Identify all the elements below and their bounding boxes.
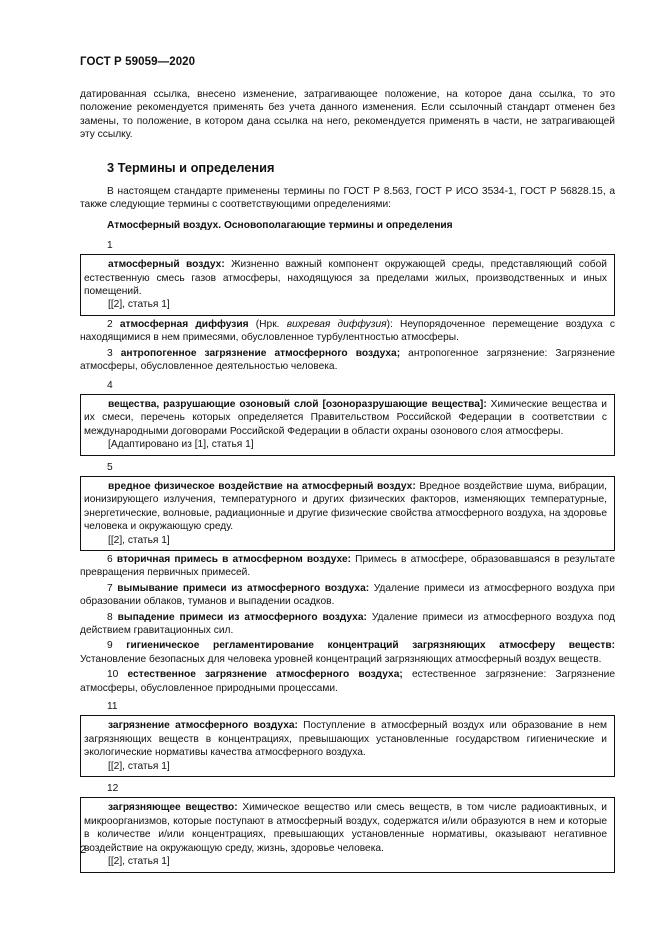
term-number: 5: [107, 461, 113, 473]
term-name: вымывание примеси из атмосферного воздуха:: [117, 582, 370, 594]
term-number: 4: [107, 379, 113, 391]
term-name: вредное физическое воздействие на атмосферный воздух:: [108, 480, 416, 492]
term-def: ): Неупорядоченное перемещение воздуха с находящимися в нем примесями, обусловленное турбулентностью атмосферы.: [80, 318, 615, 344]
term-number: 2: [107, 318, 113, 330]
term-source: [[2], статья 1]: [108, 534, 170, 546]
term-def: Химические вещества и их смеси, перечень которых определяется Правительством Российской Федерации в соответствии с международными договорами Российской Федерации в области охраны озонового слоя атмосферы.: [84, 398, 607, 437]
term-prefix: (Нрк.: [248, 318, 287, 330]
section-title: 3 Термины и определения: [107, 159, 275, 175]
term-source: [[2], статья 1]: [108, 760, 170, 772]
page-number: 2: [80, 844, 87, 856]
term-source: [Адаптировано из [1], статья 1]: [108, 439, 254, 451]
term-def: естественное загрязнение: Загрязнение атмосферы, обусловленное природными процессами.: [80, 669, 615, 694]
term-entry: [80, 553, 615, 580]
term-name: гигиеническое регламентирование концентраций загрязняющих атмосферу веществ:: [126, 640, 615, 652]
term-def: Удаление примеси из атмосферного воздуха под действием гравитационных сил.: [80, 611, 615, 636]
term-number: 6: [107, 553, 113, 565]
term-box: [80, 476, 615, 551]
term-def: Вредное воздействие шума, вибрации, ионизирующего излучения, температурного и других физических факторов, изменяющих температурные, энергетические, волновые, радиационные и другие физические свойства атмосферного воздуха, на здоровье человека и окружающую среду.: [84, 480, 607, 533]
term-name: атмосферный воздух:: [108, 259, 225, 271]
term-definition: [84, 719, 607, 759]
term-number: 3: [107, 347, 113, 359]
term-def: Удаление примеси из атмосферного воздуха при образовании облаков, туманов и выпадении осадков.: [80, 582, 615, 608]
term-source: [[2], статья 1]: [108, 299, 170, 311]
term-name: выпадение примеси из атмосферного воздуха:: [117, 611, 367, 623]
term-definition: [84, 801, 607, 855]
intro-paragraph: датированная ссылка, внесено изменение, затрагивающее положение, на которое дана ссылка, то это положение рекомендуется применять без учета данного изменения. Если ссылочный стандарт отменен без замены, то положение, в котором дана ссылка на него, рекомендуется применять в части, не затрагивающей эту ссылку.: [80, 89, 615, 141]
term-name: естественное загрязнение атмосферного воздуха;: [127, 669, 403, 681]
term-name: вторичная примесь в атмосферном воздухе:: [116, 553, 352, 565]
term-box: [80, 797, 615, 872]
term-box: [80, 715, 615, 777]
term-def: антропогенное загрязнение: Загрязнение атмосферы, обусловленное деятельностью человека.: [80, 347, 615, 373]
term-entry: [80, 611, 615, 638]
term-def: Установление безопасных для человека уровней концентраций загрязняющих атмосферный воздух веществ.: [80, 653, 602, 665]
term-name: загрязняющее вещество:: [108, 802, 238, 814]
term-entry: [80, 347, 615, 374]
term-box: [80, 254, 615, 316]
term-number: 11: [107, 701, 118, 713]
term-def: Жизненно важный компонент окружающей среды, представляющий собой естественную смесь газов атмосферы, находящуюся за пределами жилых, производственных и иных помещений.: [84, 259, 607, 298]
page-body: [80, 88, 615, 875]
term-definition: [84, 398, 607, 438]
term-number: 10: [107, 669, 119, 681]
term-name: загрязнение атмосферного воздуха:: [108, 720, 298, 732]
term-number: 12: [107, 783, 119, 795]
term-synonym: вихревая диффузия: [286, 318, 387, 330]
term-def: Примесь в атмосфере, образовавшаяся в результате превращения первичных примесей.: [80, 553, 615, 579]
term-box: [80, 394, 615, 456]
term-name: атмосферная диффузия: [119, 318, 249, 330]
term-definition: [84, 258, 607, 298]
term-number: 8: [107, 611, 113, 623]
document-header: ГОСТ Р 59059—2020: [80, 56, 196, 68]
term-entry: [80, 639, 615, 666]
term-def: Химическое вещество или смесь веществ, в том числе радиоактивных, и микроорганизмов, которые поступают в атмосферный воздух, содержатся и/или образуются в нем и которые в количестве и/или концентрациях, превышающих установленные нормативы, оказывают негативное воздействие на окружающую среду, жизнь, здоровье человека.: [84, 802, 607, 854]
subsection-heading: Атмосферный воздух. Основополагающие термины и определения: [107, 220, 453, 232]
section-intro: В настоящем стандарте применены термины по ГОСТ Р 8.563, ГОСТ Р ИСО 3534-1, ГОСТ Р 56828.15, а также следующие термины с соответствующими определениями:: [80, 185, 615, 211]
term-def: Поступление в атмосферный воздух или образование в нем загрязняющих веществ в концентрациях, превышающих установленные государством гигиенические и экологические нормативы качества атмосферного воздуха.: [84, 720, 607, 759]
term-entry: [80, 582, 615, 609]
term-name: антропогенное загрязнение атмосферного воздуха;: [120, 347, 401, 359]
term-definition: [84, 480, 607, 534]
term-source: [[2], статья 1]: [108, 856, 170, 868]
term-number: 9: [107, 640, 113, 652]
term-name: вещества, разрушающие озоновый слой [озоноразрушающие вещества]:: [108, 398, 487, 410]
term-entry: [80, 668, 615, 695]
term-number: 7: [107, 582, 113, 594]
term-entry: [80, 318, 615, 345]
term-number: 1: [107, 239, 113, 251]
